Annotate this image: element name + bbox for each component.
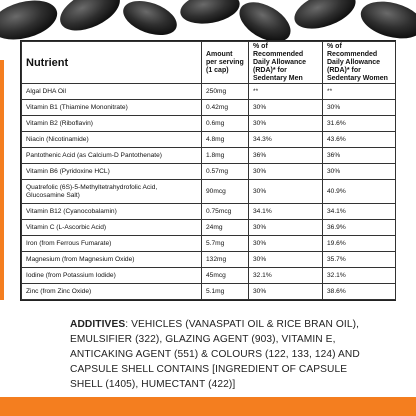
cell-nutrient: Iron (from Ferrous Fumarate) bbox=[22, 236, 202, 252]
cell-amount: 24mg bbox=[202, 220, 249, 236]
cell-rda-women: 30% bbox=[323, 100, 396, 116]
cell-amount: 1.8mg bbox=[202, 148, 249, 164]
table-row bbox=[22, 148, 396, 164]
additives-text bbox=[70, 317, 360, 392]
cell-rda-men: 34.1% bbox=[249, 204, 323, 220]
additives-label: ADDITIVES bbox=[70, 319, 126, 330]
cell-amount: 0.75mcg bbox=[202, 204, 249, 220]
cell-rda-women: 38.6% bbox=[323, 284, 396, 300]
cell-amount: 0.6mg bbox=[202, 116, 249, 132]
cell-amount: 45mcg bbox=[202, 268, 249, 284]
cell-nutrient: Vitamin B1 (Thiamine Mononitrate) bbox=[22, 100, 202, 116]
cell-nutrient: Zinc (from Zinc Oxide) bbox=[22, 284, 202, 300]
header-nutrient: Nutrient bbox=[22, 42, 202, 84]
table-row bbox=[22, 268, 396, 284]
cell-rda-women: 31.6% bbox=[323, 116, 396, 132]
cell-amount: 0.42mg bbox=[202, 100, 249, 116]
header-rda-men: % of Recommended Daily Allowance (RDA)* for Sedentary Men bbox=[249, 42, 323, 84]
cell-nutrient: Algal DHA Oil bbox=[22, 84, 202, 100]
table-row bbox=[22, 84, 396, 100]
table-row bbox=[22, 204, 396, 220]
table-row bbox=[22, 100, 396, 116]
cell-amount: 0.57mg bbox=[202, 164, 249, 180]
cell-nutrient: Iodine (from Potassium Iodide) bbox=[22, 268, 202, 284]
cell-amount: 90mcg bbox=[202, 180, 249, 204]
header-rda-women: % of Recommended Daily Allowance (RDA)* for Sedentary Women bbox=[323, 42, 396, 84]
cell-amount: 132mg bbox=[202, 252, 249, 268]
table-row bbox=[22, 164, 396, 180]
table-row bbox=[22, 252, 396, 268]
cell-nutrient: Vitamin B6 (Pyridoxine HCL) bbox=[22, 164, 202, 180]
footer-accent-bar bbox=[0, 397, 416, 416]
cell-rda-men: 30% bbox=[249, 116, 323, 132]
cell-amount: 5.7mg bbox=[202, 236, 249, 252]
cell-rda-men: ** bbox=[249, 84, 323, 100]
cell-rda-men: 30% bbox=[249, 164, 323, 180]
cell-rda-women: 30% bbox=[323, 164, 396, 180]
table-row bbox=[22, 284, 396, 300]
additives-body: : VEHICLES (VANASPATI OIL & RICE BRAN OIL), EMULSIFIER (322), GLAZING AGENT (903), VITAMIN E, ANTICAKING AGENT (551) & COLOURS (122, 133, 124) AND CAPSULE SHELL CONTAINS [INGREDIENT OF CAPSULE SHELL (1405), HUMECTANT (422)] bbox=[70, 319, 360, 390]
cell-amount: 4.8mg bbox=[202, 132, 249, 148]
cell-rda-women: 19.6% bbox=[323, 236, 396, 252]
header-amount: Amount per serving (1 cap) bbox=[202, 42, 249, 84]
cell-rda-men: 36% bbox=[249, 148, 323, 164]
cell-nutrient: Pantothenic Acid (as Calcium-D Pantothenate) bbox=[22, 148, 202, 164]
cell-rda-men: 34.3% bbox=[249, 132, 323, 148]
cell-nutrient: Magnesium (from Magnesium Oxide) bbox=[22, 252, 202, 268]
table-header-row bbox=[22, 42, 396, 84]
cell-rda-men: 30% bbox=[249, 284, 323, 300]
cell-rda-men: 30% bbox=[249, 236, 323, 252]
table-body bbox=[22, 84, 396, 300]
accent-stripe bbox=[0, 60, 4, 300]
cell-amount: 250mg bbox=[202, 84, 249, 100]
cell-rda-women: 36% bbox=[323, 148, 396, 164]
cell-nutrient: Quatrefolic (6S)-5-Methyltetrahydrofolic Acid, Glucosamine Salt) bbox=[22, 180, 202, 204]
cell-rda-women: 35.7% bbox=[323, 252, 396, 268]
table-row bbox=[22, 116, 396, 132]
cell-nutrient: Niacin (Nicotinamide) bbox=[22, 132, 202, 148]
cell-rda-men: 30% bbox=[249, 100, 323, 116]
cell-amount: 5.1mg bbox=[202, 284, 249, 300]
cell-rda-men: 30% bbox=[249, 252, 323, 268]
cell-rda-women: 34.1% bbox=[323, 204, 396, 220]
cell-rda-women: 32.1% bbox=[323, 268, 396, 284]
cell-rda-women: 40.9% bbox=[323, 180, 396, 204]
cell-rda-men: 32.1% bbox=[249, 268, 323, 284]
cell-nutrient: Vitamin B2 (Riboflavin) bbox=[22, 116, 202, 132]
nutrition-table bbox=[20, 40, 396, 301]
cell-rda-men: 30% bbox=[249, 220, 323, 236]
cell-rda-men: 30% bbox=[249, 180, 323, 204]
table-row bbox=[22, 220, 396, 236]
cell-nutrient: Vitamin C (L-Ascorbic Acid) bbox=[22, 220, 202, 236]
cell-rda-women: 43.6% bbox=[323, 132, 396, 148]
cell-rda-women: ** bbox=[323, 84, 396, 100]
cell-rda-women: 36.9% bbox=[323, 220, 396, 236]
cell-nutrient: Vitamin B12 (Cyanocobalamin) bbox=[22, 204, 202, 220]
table-row bbox=[22, 180, 396, 204]
table-row bbox=[22, 132, 396, 148]
table-row bbox=[22, 236, 396, 252]
